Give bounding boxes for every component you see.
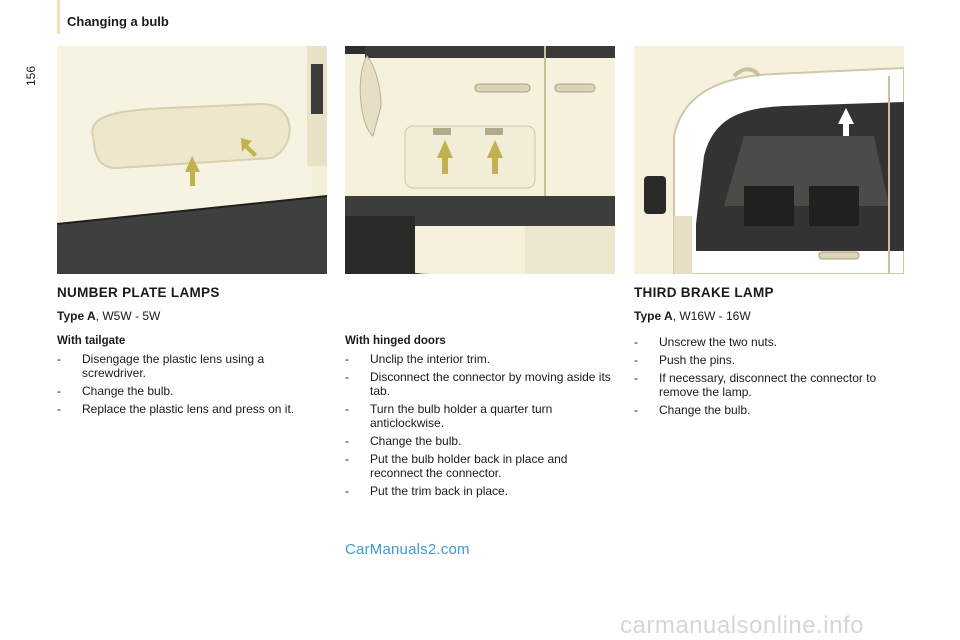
hinged-heading: With hinged doors <box>345 335 446 347</box>
type-value: , W16W - 16W <box>672 309 751 323</box>
third-brake-steps <box>634 335 902 421</box>
list-item: - Change the bulb. <box>345 434 613 448</box>
tailgate-photo <box>57 46 327 274</box>
page-number: 156 <box>24 65 38 86</box>
list-item: - Push the pins. <box>634 353 902 367</box>
site-watermark: carmanualsonline.info <box>620 612 864 639</box>
number-plate-title: NUMBER PLATE LAMPS <box>57 285 220 300</box>
list-item: - Change the bulb. <box>634 403 902 417</box>
type-value: , W5W - 5W <box>95 309 161 323</box>
list-item: - Unscrew the two nuts. <box>634 335 902 349</box>
hinged-doors-photo <box>345 46 615 274</box>
third-brake-title: THIRD BRAKE LAMP <box>634 285 774 300</box>
section-title: Changing a bulb <box>67 14 169 29</box>
tailgate-steps <box>57 352 325 420</box>
carmanuals-watermark-link[interactable]: CarManuals2.com <box>345 541 470 558</box>
list-item: - Put the bulb holder back in place and reconnect the connector. <box>345 452 613 480</box>
list-item: - Change the bulb. <box>57 384 325 398</box>
third-brake-type <box>634 309 751 323</box>
third-brake-photo <box>634 46 904 274</box>
list-item: - Unclip the interior trim. <box>345 352 613 366</box>
list-item: - Disengage the plastic lens using a screwdriver. <box>57 352 325 380</box>
type-label: Type A <box>57 309 96 323</box>
list-item: - Disconnect the connector by moving aside its tab. <box>345 370 613 398</box>
list-item: - Turn the bulb holder a quarter turn anticlockwise. <box>345 402 613 430</box>
tailgate-heading: With tailgate <box>57 335 126 347</box>
list-item: - Put the trim back in place. <box>345 484 613 498</box>
list-item: - If necessary, disconnect the connector to remove the lamp. <box>634 371 902 399</box>
list-item: - Replace the plastic lens and press on it. <box>57 402 325 416</box>
number-plate-type <box>57 309 160 323</box>
hinged-steps <box>345 352 613 502</box>
type-label: Type A <box>634 309 673 323</box>
section-bar <box>57 0 60 34</box>
